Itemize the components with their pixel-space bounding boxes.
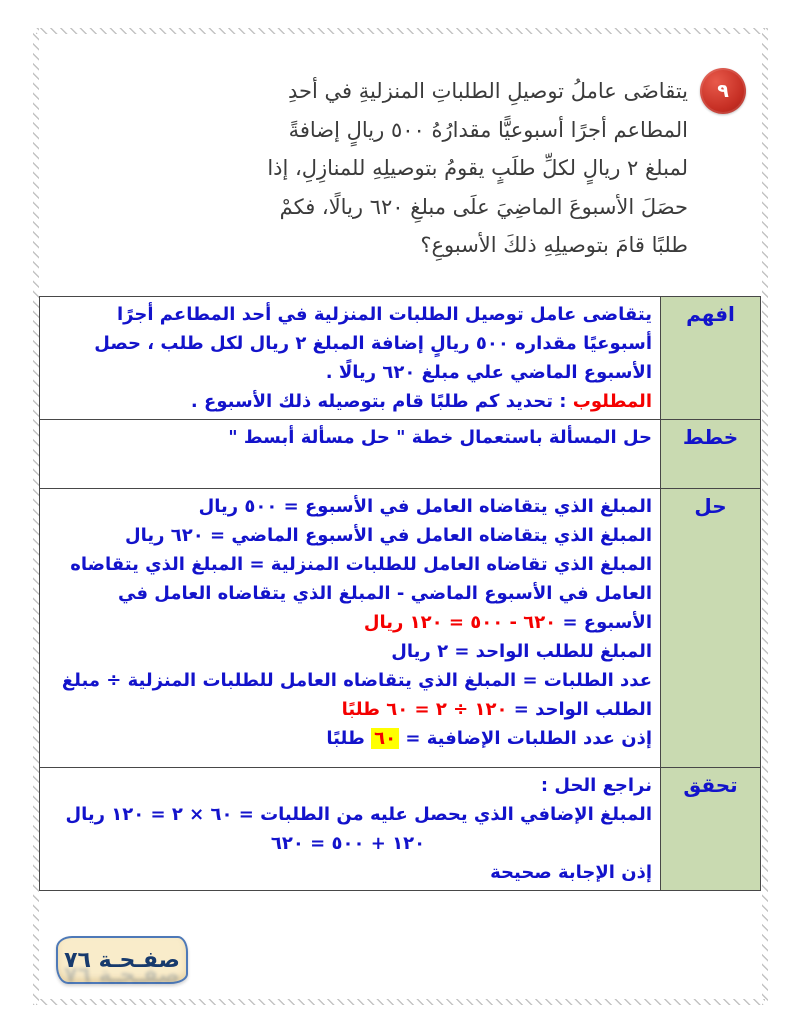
- question-line: المطاعم أجرًا أسبوعيًّا مقدارُهُ ٥٠٠ ريالٍ إضافةً: [288, 117, 688, 142]
- solution-line: [44, 666, 652, 724]
- row-label-plan: خطط: [661, 420, 761, 489]
- text-segment: طلبًا: [326, 728, 372, 749]
- row-content-check: [40, 768, 661, 891]
- text-segment: المبلغ الذي يتقاضاه العامل في الأسبوع الماضي = ٦٢٠ ريال: [125, 525, 652, 546]
- solution-line: [44, 550, 652, 637]
- question-number-badge: [700, 68, 746, 114]
- table-row-solve: [40, 489, 761, 768]
- text-segment: المبلغ للطلب الواحد = ٢ ريال: [391, 641, 652, 662]
- row-label-check: تحقق: [661, 768, 761, 891]
- row-label-understand: افهم: [661, 297, 761, 420]
- text-segment: إذن عدد الطلبات الإضافية =: [399, 728, 652, 749]
- solution-line: [44, 829, 652, 858]
- question-line: لمبلغ ٢ ريالٍ لكلِّ طلَبٍ يقومُ بتوصيلِهِ للمنازِلِ، إذا: [267, 156, 688, 180]
- decorative-border-right: [762, 28, 768, 1005]
- row-content-plan: [40, 420, 661, 489]
- text-segment: إذن الإجابة صحيحة: [490, 862, 652, 883]
- row-content-solve: [40, 489, 661, 768]
- solution-line: [44, 771, 652, 800]
- solution-line: [44, 724, 652, 753]
- text-segment: المبلغ الذي تقاضاه العامل للطلبات المنزلية = المبلغ الذي يتقاضاه العامل في الأسبوع الماضي - المبلغ الذي يتقاضاه العامل في الأسبوع =: [70, 554, 652, 633]
- decorative-border-bottom: [36, 999, 765, 1005]
- question-line: طلبًا قامَ بتوصيلِهِ ذلكَ الأسبوعِ؟: [420, 233, 688, 257]
- text-segment: ١٢٠ + ٥٠٠ = ٦٢٠: [270, 833, 426, 854]
- row-content-understand: [40, 297, 661, 420]
- solution-line: [44, 387, 652, 416]
- text-segment: يتقاضى عامل توصيل الطلبات المنزلية في أحد المطاعم أجرًا أسبوعيًا مقداره ٥٠٠ ريالٍ إضافة المبلغ ٢ ريال لكل طلب ، حصل الأسبوع الماضي علي مبلغ ٦٢٠ ريالًا .: [94, 304, 652, 383]
- highlighted-answer: ٦٠: [371, 728, 399, 749]
- question-line: حصَلَ الأسبوعَ الماضِيَ علَى مبلغِ ٦٢٠ ريالًا، فكمْ: [279, 194, 688, 219]
- decorative-border-top: [36, 28, 765, 34]
- table-row-check: [40, 768, 761, 891]
- solution-line: [44, 492, 652, 521]
- solution-line: [44, 521, 652, 550]
- text-segment: نراجع الحل :: [540, 775, 652, 796]
- text-segment: ١٢٠ ÷ ٢ = ٦٠ طلبًا: [341, 699, 508, 720]
- text-segment: : تحديد كم طلبًا قام بتوصيله ذلك الأسبوع .: [190, 391, 573, 412]
- question-number: ٩: [717, 80, 729, 102]
- table-row-understand: [40, 297, 761, 420]
- text-segment: ٦٢٠ - ٥٠٠ = ١٢٠ ريال: [363, 612, 557, 633]
- text-segment: حل المسألة باستعمال خطة " حل مسألة أبسط ": [228, 427, 652, 448]
- solution-line: [44, 423, 652, 452]
- solution-line: [44, 858, 652, 887]
- text-segment: المطلوب: [572, 391, 652, 412]
- page-number-label: صفـحـة ٧٦: [64, 947, 180, 973]
- table-row-plan: [40, 420, 761, 489]
- question-text: [102, 72, 688, 265]
- solution-strategy-table: [39, 296, 761, 891]
- text-segment: عدد الطلبات = المبلغ الذي يتقاضاه العامل للطلبات المنزلية ÷ مبلغ الطلب الواحد =: [61, 670, 652, 720]
- text-segment: المبلغ الإضافي الذي يحصل عليه من الطلبات = ٦٠ × ٢ = ١٢٠ ريال: [65, 804, 652, 825]
- solution-line: [44, 637, 652, 666]
- row-label-solve: حل: [661, 489, 761, 768]
- solution-line: [44, 300, 652, 387]
- question-line: يتقاضَى عاملُ توصيلِ الطلباتِ المنزليةِ في أحدِ: [287, 79, 688, 103]
- solution-line: [44, 800, 652, 829]
- text-segment: المبلغ الذي يتقاضاه العامل في الأسبوع = ٥٠٠ ريال: [198, 496, 652, 517]
- page-number-badge: [56, 936, 188, 984]
